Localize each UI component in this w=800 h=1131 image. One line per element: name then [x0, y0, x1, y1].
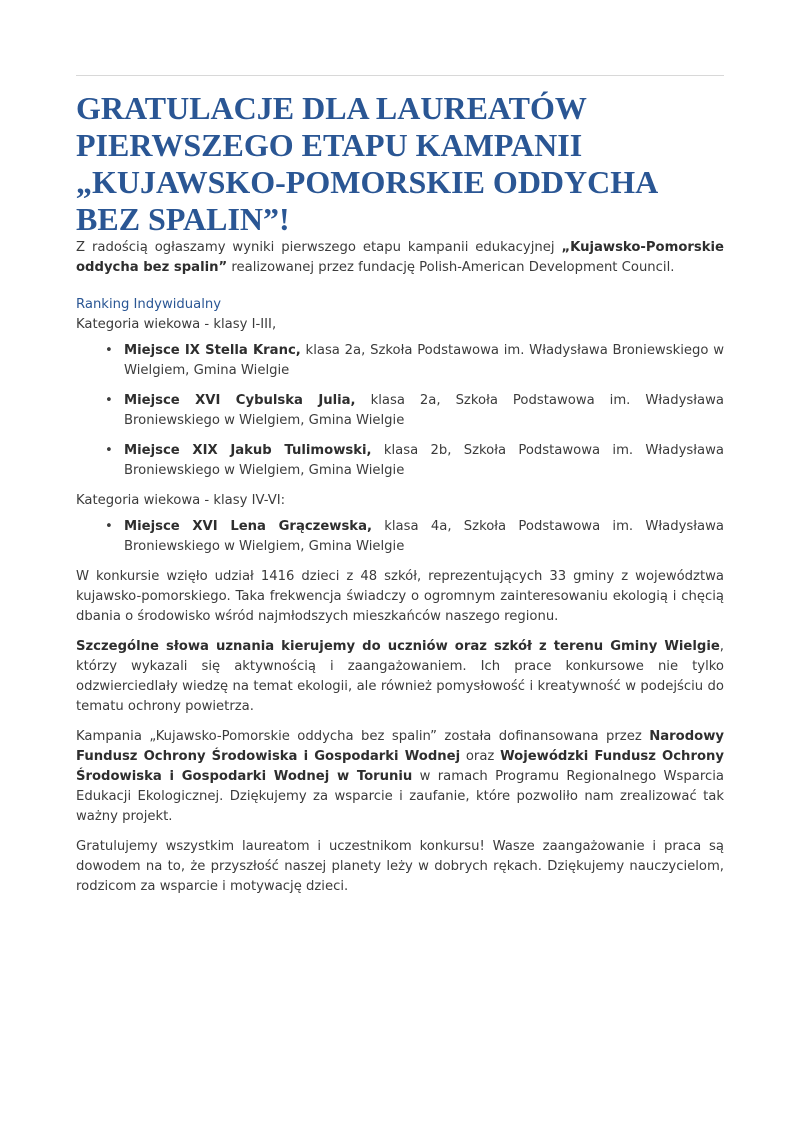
- list-item: [76, 341, 724, 381]
- intro-text-start: Z radością ogłaszamy wyniki pierwszego etapu kampanii edukacyjnej: [76, 240, 562, 255]
- winner-place: Miejsce XVI Lena Grączewska,: [124, 519, 372, 534]
- top-divider: [76, 75, 724, 76]
- bullet: •: [105, 393, 113, 408]
- category-label: Kategoria wiekowa - klasy I-III,: [76, 317, 277, 332]
- funder-national: Narodowy Fundusz Ochrony Środowiska i Gospodarki Wodnej: [76, 729, 724, 764]
- intro-text-end: realizowanej przez fundację Polish-American Development Council.: [227, 260, 675, 275]
- article: [76, 90, 724, 897]
- article-title: GRATULACJE DLA LAUREATÓW PIERWSZEGO ETAPU KAMPANII „KUJAWSKO-POMORSKIE ODDYCHA BEZ SPALIN”!: [76, 90, 657, 237]
- funding-paragraph: [76, 727, 724, 827]
- winner-details: klasa 2a, Szkoła Podstawowa im. Władysława Broniewskiego w Wielgiem, Gmina Wielgie: [124, 343, 724, 378]
- winner-details: klasa 2a, Szkoła Podstawowa im. Władysława Broniewskiego w Wielgiem, Gmina Wielgie: [124, 393, 724, 428]
- winners-list: [76, 341, 724, 481]
- ranking-heading: Ranking Indywidualny: [76, 297, 222, 312]
- winner-details: klasa 2b, Szkoła Podstawowa im. Władysława Broniewskiego w Wielgiem, Gmina Wielgie: [124, 443, 725, 478]
- category-label: Kategoria wiekowa - klasy IV-VI:: [76, 493, 286, 508]
- funding-text-1: Kampania „Kujawsko-Pomorskie oddycha bez spalin” została dofinansowana przez: [76, 729, 650, 744]
- funding-text-3: w ramach Programu Regionalnego Wsparcia Edukacji Ekologicznej. Dziękujemy za wsparcie i zaufanie, które pozwoliło nam zrealizować tak ważny projekt.: [76, 769, 724, 824]
- funder-regional: Wojewódzki Fundusz Ochrony Środowiska i Gospodarki Wodnej w Toruniu: [76, 749, 724, 784]
- closing-paragraph: Gratulujemy wszystkim laureatom i uczestnikom konkursu! Wasze zaangażowanie i praca są dowodem na to, że przyszłość naszej planety leży w dobrych rękach. Dziękujemy nauczycielom, rodzicom za wsparcie i motywację dzieci.: [76, 839, 724, 894]
- list-item: [76, 441, 724, 481]
- recognition-bold: Szczególne słowa uznania kierujemy do uczniów oraz szkół z terenu Gminy Wielgie: [76, 639, 720, 654]
- winner-details: klasa 4a, Szkoła Podstawowa im. Władysława Broniewskiego w Wielgiem, Gmina Wielgie: [124, 519, 724, 554]
- list-item: [76, 391, 724, 431]
- winner-place: Miejsce XIX Jakub Tulimowski,: [124, 443, 372, 458]
- participation-paragraph: W konkursie wzięło udział 1416 dzieci z 48 szkół, reprezentujących 33 gminy z województwa kujawsko-pomorskiego. Taka frekwencja świadczy o ogromnym zainteresowaniu ekologią i chęcią dbania o środowisko wśród najmłodszych mieszkańców naszego regionu.: [76, 569, 724, 624]
- winner-place: Miejsce XVI Cybulska Julia,: [124, 393, 356, 408]
- winner-place: Miejsce IX Stella Kranc,: [124, 343, 301, 358]
- recognition-paragraph: [76, 637, 724, 717]
- bullet: •: [105, 519, 113, 534]
- bullet: •: [105, 343, 113, 358]
- recognition-text: , którzy wykazali się aktywnością i zaangażowaniem. Ich prace konkursowe nie tylko odzwierciedlały wiedzę na temat ekologii, ale również pomysłowość i kreatywność w podejściu do tematu ochrony powietrza.: [76, 639, 724, 714]
- campaign-name: „Kujawsko-Pomorskie oddycha bez spalin”: [76, 240, 724, 275]
- intro-paragraph: [76, 238, 724, 278]
- bullet: •: [105, 443, 113, 458]
- funding-text-2: oraz: [460, 749, 501, 764]
- winners-list: [76, 517, 724, 557]
- list-item: [76, 517, 724, 557]
